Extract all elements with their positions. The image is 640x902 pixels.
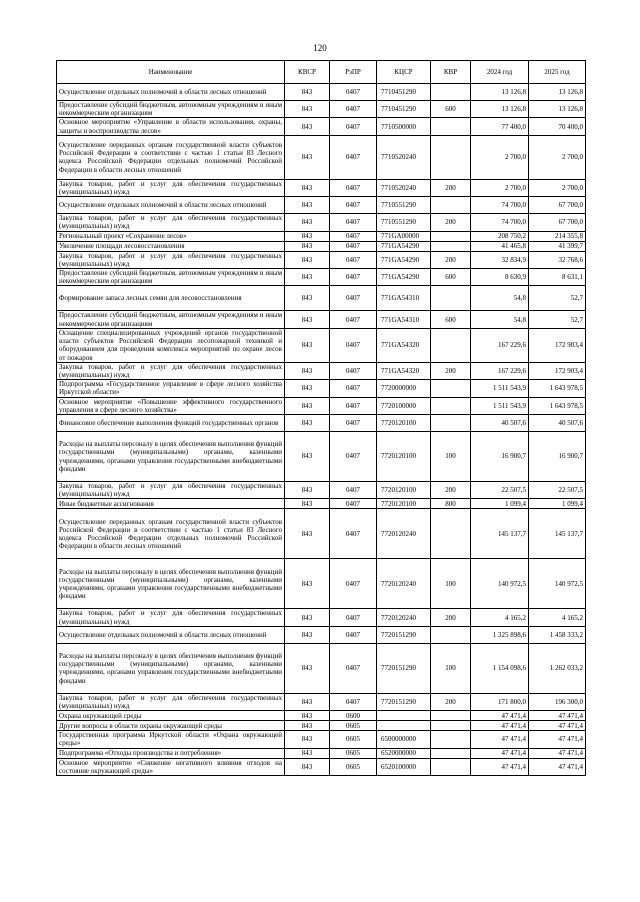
cell-rzpr: 0605 (330, 721, 377, 731)
cell-kvr: 200 (431, 251, 471, 268)
cell-name: Подпрограмма «Отходы производства и потребления» (57, 748, 285, 758)
cell-kvr (431, 721, 471, 731)
table-row (57, 482, 586, 499)
cell-2024: 74 700,0 (471, 197, 529, 214)
table-row (57, 362, 586, 379)
cell-kvsr: 843 (285, 311, 330, 328)
cell-2024: 54,8 (471, 286, 529, 311)
table-row (57, 251, 586, 268)
cell-kvr: 200 (431, 609, 471, 626)
cell-kvsr: 843 (285, 609, 330, 626)
cell-name: Предоставление субсидий бюджетным, автономным учреждениям и иным некоммерческим организациям (57, 101, 285, 118)
cell-kcsr: 771GA54290 (377, 269, 431, 286)
cell-kvr (431, 135, 471, 179)
cell-kvsr: 843 (285, 643, 330, 693)
table-row (57, 380, 586, 397)
cell-name: Осуществление отдельных полномочий в области лесных отношений (57, 197, 285, 214)
cell-kvsr: 843 (285, 135, 330, 179)
cell-name: Подпрограмма «Государственное управление в сфере лесного хозяйства Иркутской области» (57, 380, 285, 397)
cell-kcsr (377, 711, 431, 721)
cell-2024: 167 229,6 (471, 328, 529, 362)
cell-rzpr: 0407 (330, 626, 377, 643)
cell-kcsr: 7710520240 (377, 135, 431, 179)
cell-kvr (431, 286, 471, 311)
cell-name: Иные бюджетные ассигнования (57, 499, 285, 509)
table-row (57, 626, 586, 643)
cell-rzpr: 0407 (330, 231, 377, 241)
cell-kcsr: 771GA54290 (377, 241, 431, 251)
cell-kcsr: 7720120100 (377, 482, 431, 499)
cell-kvsr: 843 (285, 693, 330, 710)
cell-name: Предоставление субсидий бюджетным, автономным учреждениям и иным некоммерческим организациям (57, 269, 285, 286)
cell-kcsr: 7720120240 (377, 509, 431, 559)
cell-2024: 47 471,4 (471, 721, 529, 731)
table-row (57, 643, 586, 693)
table-row (57, 432, 586, 482)
cell-kvr (431, 731, 471, 748)
table-row (57, 397, 586, 414)
cell-2025: 13 126,8 (529, 101, 586, 118)
cell-kvsr: 843 (285, 286, 330, 311)
cell-2025: 47 471,4 (529, 758, 586, 775)
cell-2024: 77 400,0 (471, 118, 529, 135)
cell-kcsr: 7720000000 (377, 380, 431, 397)
cell-rzpr: 0407 (330, 432, 377, 482)
cell-kvsr: 843 (285, 118, 330, 135)
cell-2025: 13 126,8 (529, 84, 586, 101)
cell-kvr: 600 (431, 311, 471, 328)
cell-2024: 54,8 (471, 311, 529, 328)
cell-2025: 8 631,1 (529, 269, 586, 286)
cell-kvsr: 843 (285, 380, 330, 397)
cell-name: Осуществление отдельных полномочий в области лесных отношений (57, 626, 285, 643)
cell-kcsr: 6500000000 (377, 731, 431, 748)
cell-2024: 1 325 898,6 (471, 626, 529, 643)
cell-2024: 13 126,8 (471, 84, 529, 101)
cell-name: Осуществление отдельных полномочий в области лесных отношений (57, 84, 285, 101)
table-row (57, 758, 586, 775)
cell-rzpr: 0605 (330, 731, 377, 748)
cell-2024: 145 137,7 (471, 509, 529, 559)
cell-2024: 13 126,8 (471, 101, 529, 118)
table-row (57, 415, 586, 432)
cell-2024: 47 471,4 (471, 748, 529, 758)
cell-name: Предоставление субсидий бюджетным, автономным учреждениям и иным некоммерческим организациям (57, 311, 285, 328)
header-kvr: КВР (431, 61, 471, 84)
table-row (57, 286, 586, 311)
cell-kvr (431, 241, 471, 251)
cell-kvr: 600 (431, 101, 471, 118)
header-rzpr: РзПР (330, 61, 377, 84)
cell-kvsr: 843 (285, 362, 330, 379)
cell-kvsr: 843 (285, 251, 330, 268)
table-row (57, 328, 586, 362)
cell-kvsr: 843 (285, 626, 330, 643)
cell-kcsr: 7720151290 (377, 626, 431, 643)
cell-rzpr: 0407 (330, 499, 377, 509)
cell-rzpr: 0407 (330, 693, 377, 710)
cell-rzpr: 0600 (330, 711, 377, 721)
cell-2025: 47 471,4 (529, 731, 586, 748)
cell-kvr: 100 (431, 559, 471, 609)
cell-kvr: 200 (431, 693, 471, 710)
cell-kvsr: 843 (285, 482, 330, 499)
cell-kvr: 600 (431, 269, 471, 286)
cell-rzpr: 0407 (330, 397, 377, 414)
cell-2025: 1 643 978,5 (529, 397, 586, 414)
cell-kcsr (377, 721, 431, 731)
table-row (57, 731, 586, 748)
cell-2025: 145 137,7 (529, 509, 586, 559)
cell-kcsr: 6520000000 (377, 748, 431, 758)
cell-kcsr: 7720120240 (377, 609, 431, 626)
cell-kvsr: 843 (285, 179, 330, 196)
table-row (57, 609, 586, 626)
cell-name: Расходы на выплаты персоналу в целях обеспечения выполнения функций государственными (муниципальными) органами, казенными учреждениями, органами управления государственными внебюджетными фондами (57, 643, 285, 693)
cell-2024: 208 750,2 (471, 231, 529, 241)
cell-kvr: 200 (431, 482, 471, 499)
table-row (57, 311, 586, 328)
cell-kvsr: 843 (285, 397, 330, 414)
cell-rzpr: 0407 (330, 509, 377, 559)
cell-name: Закупка товаров, работ и услуг для обеспечения государственных (муниципальных) нужд (57, 179, 285, 196)
cell-kvr (431, 328, 471, 362)
cell-name: Государственная программа Иркутской области «Охрана окружающей среды» (57, 731, 285, 748)
cell-2024: 167 229,6 (471, 362, 529, 379)
cell-kvr (431, 380, 471, 397)
cell-2025: 52,7 (529, 311, 586, 328)
cell-kvsr: 843 (285, 269, 330, 286)
table-row (57, 101, 586, 118)
cell-name: Другие вопросы в области охраны окружающей среды (57, 721, 285, 731)
table-header-row (57, 61, 586, 84)
cell-kvsr: 843 (285, 509, 330, 559)
table-row (57, 269, 586, 286)
cell-name: Закупка товаров, работ и услуг для обеспечения государственных (муниципальных) нужд (57, 251, 285, 268)
cell-kvr (431, 711, 471, 721)
cell-name: Увеличение площади лесовосстановления (57, 241, 285, 251)
cell-2025: 22 507,5 (529, 482, 586, 499)
cell-name: Осуществление переданных органам государственной власти субъектов Российской Федерации в соответствии с частью 1 статьи 83 Лесного кодекса Российской Федерации отдельных полномочий Российской Федерации в области лесных отношений (57, 135, 285, 179)
cell-2025: 67 700,0 (529, 197, 586, 214)
cell-name: Региональный проект «Сохранение лесов» (57, 231, 285, 241)
cell-2024: 140 972,5 (471, 559, 529, 609)
cell-kvsr: 843 (285, 711, 330, 721)
cell-name: Формирование запаса лесных семян для лесовосстановления (57, 286, 285, 311)
header-kvsr: КВСР (285, 61, 330, 84)
cell-rzpr: 0407 (330, 609, 377, 626)
cell-2025: 214 355,8 (529, 231, 586, 241)
table-row (57, 241, 586, 251)
header-2025: 2025 год (529, 61, 586, 84)
table-row (57, 711, 586, 721)
cell-2025: 1 262 033,2 (529, 643, 586, 693)
header-kcsr: КЦСР (377, 61, 431, 84)
table-row (57, 214, 586, 231)
cell-name: Оснащение специализированных учреждений органов государственной власти субъектов Российской Федерации лесопожарной техникой и оборудованием для проведения комплекса мероприятий по охране лесов от пожаров (57, 328, 285, 362)
cell-2024: 1 511 543,9 (471, 380, 529, 397)
cell-kvr (431, 758, 471, 775)
cell-rzpr: 0407 (330, 559, 377, 609)
table-row (57, 179, 586, 196)
cell-kcsr: 7720151290 (377, 693, 431, 710)
cell-name: Закупка товаров, работ и услуг для обеспечения государственных (муниципальных) нужд (57, 482, 285, 499)
cell-kcsr: 7710500000 (377, 118, 431, 135)
cell-2024: 47 471,4 (471, 758, 529, 775)
cell-2025: 4 165,2 (529, 609, 586, 626)
cell-kcsr: 7720100000 (377, 397, 431, 414)
cell-kvr (431, 397, 471, 414)
cell-kvsr: 843 (285, 415, 330, 432)
cell-kvsr: 843 (285, 432, 330, 482)
budget-table (56, 60, 586, 776)
cell-rzpr: 0605 (330, 758, 377, 775)
cell-kcsr: 771GA54310 (377, 311, 431, 328)
cell-2024: 47 471,4 (471, 711, 529, 721)
cell-kvsr: 843 (285, 101, 330, 118)
cell-kcsr: 7710551290 (377, 197, 431, 214)
cell-2025: 47 471,4 (529, 748, 586, 758)
cell-2025: 47 471,4 (529, 711, 586, 721)
cell-kvr: 200 (431, 179, 471, 196)
table-row (57, 693, 586, 710)
cell-2024: 32 834,9 (471, 251, 529, 268)
cell-rzpr: 0407 (330, 328, 377, 362)
cell-2025: 172 903,4 (529, 328, 586, 362)
cell-name: Закупка товаров, работ и услуг для обеспечения государственных (муниципальных) нужд (57, 214, 285, 231)
cell-2024: 8 630,9 (471, 269, 529, 286)
cell-name: Расходы на выплаты персоналу в целях обеспечения выполнения функций государственными (муниципальными) органами, казенными учреждениями, органами управления государственными внебюджетными фондами (57, 432, 285, 482)
cell-kcsr: 7720120100 (377, 499, 431, 509)
cell-rzpr: 0407 (330, 84, 377, 101)
table-row (57, 84, 586, 101)
cell-name: Осуществление переданных органам государственной власти субъектов Российской Федерации в соответствии с частью 1 статьи 83 Лесного кодекса Российской Федерации отдельных полномочий Российской Федерации в области лесных отношений (57, 509, 285, 559)
cell-kcsr: 771GA54320 (377, 362, 431, 379)
cell-kcsr: 7710520240 (377, 179, 431, 196)
table-body (57, 84, 586, 776)
cell-kvr (431, 84, 471, 101)
cell-kvsr: 843 (285, 84, 330, 101)
cell-kcsr: 771GA54320 (377, 328, 431, 362)
cell-name: Охрана окружающей среды (57, 711, 285, 721)
page-number: 120 (313, 43, 327, 53)
cell-2025: 140 972,5 (529, 559, 586, 609)
cell-rzpr: 0407 (330, 135, 377, 179)
table-row (57, 197, 586, 214)
cell-rzpr: 0407 (330, 101, 377, 118)
table-row (57, 509, 586, 559)
cell-2025: 41 399,7 (529, 241, 586, 251)
cell-name: Основное мероприятие «Управление в области использования, охраны, защиты и воспроизводства лесов» (57, 118, 285, 135)
table-row (57, 559, 586, 609)
cell-2025: 52,7 (529, 286, 586, 311)
cell-rzpr: 0605 (330, 748, 377, 758)
cell-kcsr: 7720120240 (377, 559, 431, 609)
cell-2024: 40 507,6 (471, 415, 529, 432)
cell-2024: 47 471,4 (471, 731, 529, 748)
cell-kcsr: 7720120100 (377, 415, 431, 432)
table-row (57, 748, 586, 758)
cell-kvr (431, 231, 471, 241)
cell-rzpr: 0407 (330, 197, 377, 214)
cell-kvr: 200 (431, 214, 471, 231)
table-row (57, 135, 586, 179)
cell-2024: 1 511 543,9 (471, 397, 529, 414)
cell-kvsr: 843 (285, 241, 330, 251)
cell-kcsr: 6520100000 (377, 758, 431, 775)
cell-2025: 67 700,0 (529, 214, 586, 231)
cell-2024: 2 700,0 (471, 135, 529, 179)
cell-2024: 41 465,8 (471, 241, 529, 251)
cell-kvsr: 843 (285, 231, 330, 241)
header-2024: 2024 год (471, 61, 529, 84)
cell-kvsr: 843 (285, 731, 330, 748)
cell-kvr (431, 118, 471, 135)
cell-kcsr: 7710551290 (377, 214, 431, 231)
cell-kcsr: 7720120100 (377, 432, 431, 482)
cell-kvr: 100 (431, 643, 471, 693)
cell-2024: 22 507,5 (471, 482, 529, 499)
cell-2025: 70 400,0 (529, 118, 586, 135)
cell-kvsr: 843 (285, 748, 330, 758)
cell-kvr: 100 (431, 432, 471, 482)
cell-kvsr: 843 (285, 197, 330, 214)
cell-kvr (431, 748, 471, 758)
cell-rzpr: 0407 (330, 241, 377, 251)
cell-2024: 171 800,0 (471, 693, 529, 710)
cell-kvr (431, 197, 471, 214)
cell-2024: 2 700,0 (471, 179, 529, 196)
cell-kvr (431, 626, 471, 643)
cell-2025: 2 700,0 (529, 179, 586, 196)
cell-rzpr: 0407 (330, 286, 377, 311)
cell-name: Финансовое обеспечение выполнения функций государственных органов (57, 415, 285, 432)
cell-2025: 1 458 333,2 (529, 626, 586, 643)
cell-rzpr: 0407 (330, 269, 377, 286)
cell-kcsr: 7710451290 (377, 84, 431, 101)
cell-kvsr: 843 (285, 721, 330, 731)
cell-kvr (431, 415, 471, 432)
cell-name: Закупка товаров, работ и услуг для обеспечения государственных (муниципальных) нужд (57, 362, 285, 379)
table-row (57, 118, 586, 135)
table-row (57, 499, 586, 509)
cell-rzpr: 0407 (330, 362, 377, 379)
cell-kvsr: 843 (285, 559, 330, 609)
cell-kvsr: 843 (285, 328, 330, 362)
cell-name: Основное мероприятие «Повышение эффективного государственного управления в сфере лесного хозяйства» (57, 397, 285, 414)
cell-2025: 1 099,4 (529, 499, 586, 509)
cell-name: Расходы на выплаты персоналу в целях обеспечения выполнения функций государственными (муниципальными) органами, казенными учреждениями, органами управления государственными внебюджетными фондами (57, 559, 285, 609)
cell-2025: 40 507,6 (529, 415, 586, 432)
cell-name: Закупка товаров, работ и услуг для обеспечения государственных (муниципальных) нужд (57, 693, 285, 710)
cell-kvsr: 843 (285, 214, 330, 231)
cell-kvr (431, 509, 471, 559)
cell-2025: 1 643 978,5 (529, 380, 586, 397)
cell-kcsr: 771GA54310 (377, 286, 431, 311)
cell-2024: 1 154 098,6 (471, 643, 529, 693)
cell-2025: 47 471,4 (529, 721, 586, 731)
cell-rzpr: 0407 (330, 643, 377, 693)
cell-rzpr: 0407 (330, 251, 377, 268)
cell-name: Основное мероприятие «Снижение негативного влияния отходов на состояние окружающей среды» (57, 758, 285, 775)
cell-rzpr: 0407 (330, 214, 377, 231)
cell-kvsr: 843 (285, 499, 330, 509)
cell-2025: 2 700,0 (529, 135, 586, 179)
cell-2024: 74 700,0 (471, 214, 529, 231)
table-row (57, 231, 586, 241)
cell-rzpr: 0407 (330, 415, 377, 432)
cell-rzpr: 0407 (330, 179, 377, 196)
cell-2024: 16 900,7 (471, 432, 529, 482)
cell-2025: 172 903,4 (529, 362, 586, 379)
cell-kcsr: 7710451290 (377, 101, 431, 118)
cell-kvr: 800 (431, 499, 471, 509)
cell-rzpr: 0407 (330, 311, 377, 328)
cell-2025: 16 900,7 (529, 432, 586, 482)
cell-kvsr: 843 (285, 758, 330, 775)
cell-kcsr: 771GA54290 (377, 251, 431, 268)
cell-kvr: 200 (431, 362, 471, 379)
cell-name: Закупка товаров, работ и услуг для обеспечения государственных (муниципальных) нужд (57, 609, 285, 626)
cell-2024: 4 165,2 (471, 609, 529, 626)
cell-2025: 196 300,0 (529, 693, 586, 710)
cell-rzpr: 0407 (330, 118, 377, 135)
cell-rzpr: 0407 (330, 380, 377, 397)
cell-kcsr: 7720151290 (377, 643, 431, 693)
table-row (57, 721, 586, 731)
cell-kcsr: 771GA00000 (377, 231, 431, 241)
cell-2025: 32 768,6 (529, 251, 586, 268)
header-name: Наименование (57, 61, 285, 84)
cell-rzpr: 0407 (330, 482, 377, 499)
cell-2024: 1 099,4 (471, 499, 529, 509)
